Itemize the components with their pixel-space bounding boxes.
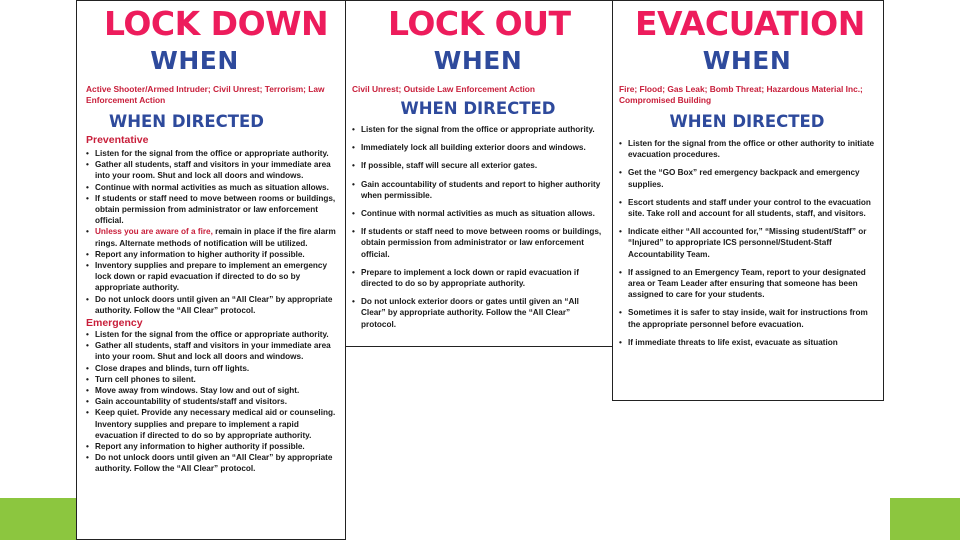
list-item: • Get the “GO Box” red emergency backpack and emergency supplies. <box>619 167 875 189</box>
lockout-when-heading: WHEN <box>433 46 523 75</box>
list-item: • If assigned to an Emergency Team, report to your designated area or Team Leader after ensuring that someone has been assigned to care for your students. <box>619 267 875 301</box>
lockdown-title: LOCK DOWN <box>104 4 329 43</box>
list-item: • Listen for the signal from the office or appropriate authority. <box>86 329 337 340</box>
list-item: • Do not unlock doors until given an “All Clear” by appropriate authority. Follow the “All Clear” protocol. <box>86 452 337 474</box>
list-item: • Listen for the signal from the office or appropriate authority. <box>86 148 337 159</box>
list-item: • If students or staff need to move between rooms or buildings, obtain permission from administrator or law enforcement official. <box>352 226 604 260</box>
list-item: • Gain accountability of students/staff and visitors. <box>86 396 337 407</box>
lockout-title: LOCK OUT <box>388 4 571 43</box>
list-item: • Turn cell phones to silent. <box>86 374 337 385</box>
evacuation-title: EVACUATION <box>635 4 865 43</box>
evacuation-when-heading: WHEN <box>702 46 792 75</box>
lockdown-reasons: Active Shooter/Armed Intruder; Civil Unrest; Terrorism; Law Enforcement Action <box>86 84 325 105</box>
lockdown-when-heading: WHEN <box>150 46 239 75</box>
accent-bar-left <box>0 498 78 540</box>
evacuation-reasons: Fire; Flood; Gas Leak; Bomb Threat; Hazardous Material Inc.; Compromised Building <box>619 84 863 105</box>
lockout-list <box>352 124 604 330</box>
list-item: • Do not unlock doors until given an “All Clear” by appropriate authority. Follow the “All Clear” protocol. <box>86 294 337 316</box>
list-item: • Listen for the signal from the office or appropriate authority. <box>352 124 604 135</box>
fire-warning-prefix: Unless you are aware of a fire, <box>95 227 213 237</box>
emergency-list <box>86 329 337 475</box>
lockdown-when-directed: WHEN DIRECTED <box>109 112 264 131</box>
list-item: • Do not unlock exterior doors or gates until given an “All Clear” by appropriate authority. Follow the “All Clear” protocol. <box>352 296 604 330</box>
list-item: • Indicate either “All accounted for,” “Missing student/Staff” or “Injured” to appropriate ICS personnel/Student-Staff Accountability Team. <box>619 226 875 260</box>
list-item: • Sometimes it is safer to stay inside, wait for instructions from the appropriate personnel before evacuation. <box>619 307 875 329</box>
list-item: • If possible, staff will secure all exterior gates. <box>352 160 604 171</box>
list-item: • Escort students and staff under your control to the evacuation site. Take roll and account for all students, staff, and visitors. <box>619 197 875 219</box>
preventative-list <box>86 148 337 316</box>
list-item: • Continue with normal activities as much as situation allows. <box>352 208 604 219</box>
fire-warning-text: remain in place if the fire alarm rings. Alternate methods of notification will be utilized. <box>95 227 336 248</box>
list-item: • Immediately lock all building exterior doors and windows. <box>352 142 604 153</box>
lockout-card <box>345 0 613 347</box>
emergency-label: Emergency <box>86 317 143 330</box>
lockout-when-directed: WHEN DIRECTED <box>400 99 556 118</box>
list-item: • Continue with normal activities as much as situation allows. <box>86 182 337 193</box>
list-item: • Listen for the signal from the office or other authority to initiate evacuation procedures. <box>619 138 875 160</box>
list-item: • Keep quiet. Provide any necessary medical aid or counseling. Inventory supplies and prepare to implement a rapid evacuation if directed to do so by appropriate authority. <box>86 407 337 441</box>
list-item: • Report any information to higher authority if possible. <box>86 441 337 452</box>
list-item: • Gather all students, staff and visitors in your immediate area into your room. Shut and lock all doors and windows. <box>86 340 337 362</box>
lockout-reasons: Civil Unrest; Outside Law Enforcement Action <box>352 84 536 94</box>
preventative-label: Preventative <box>86 134 149 146</box>
list-item: • Prepare to implement a lock down or rapid evacuation if directed to do so by appropriate authority. <box>352 267 604 289</box>
list-item: • Close drapes and blinds, turn off lights. <box>86 363 337 374</box>
list-item: • Report any information to higher authority if possible. <box>86 249 337 260</box>
list-item: • Gather all students, staff and visitors in your immediate area into your room. Shut and lock all doors and windows. <box>86 159 337 181</box>
list-item: • Move away from windows. Stay low and out of sight. <box>86 385 337 396</box>
lockdown-card <box>76 0 346 540</box>
list-item: • If immediate threats to life exist, evacuate as situation <box>619 337 875 348</box>
list-item: • Inventory supplies and prepare to implement an emergency lock down or rapid evacuation if directed to do so by appropriate authority. <box>86 260 337 294</box>
list-item: • Gain accountability of students and report to higher authority when permissible. <box>352 179 604 201</box>
list-item: • If students or staff need to move between rooms or buildings, obtain permission from administrator or law enforcement official. <box>86 193 337 227</box>
list-item <box>86 226 337 248</box>
evacuation-card <box>612 0 884 401</box>
evacuation-when-directed: WHEN DIRECTED <box>669 112 825 131</box>
accent-bar-right <box>890 498 960 540</box>
evacuation-list <box>619 138 875 348</box>
